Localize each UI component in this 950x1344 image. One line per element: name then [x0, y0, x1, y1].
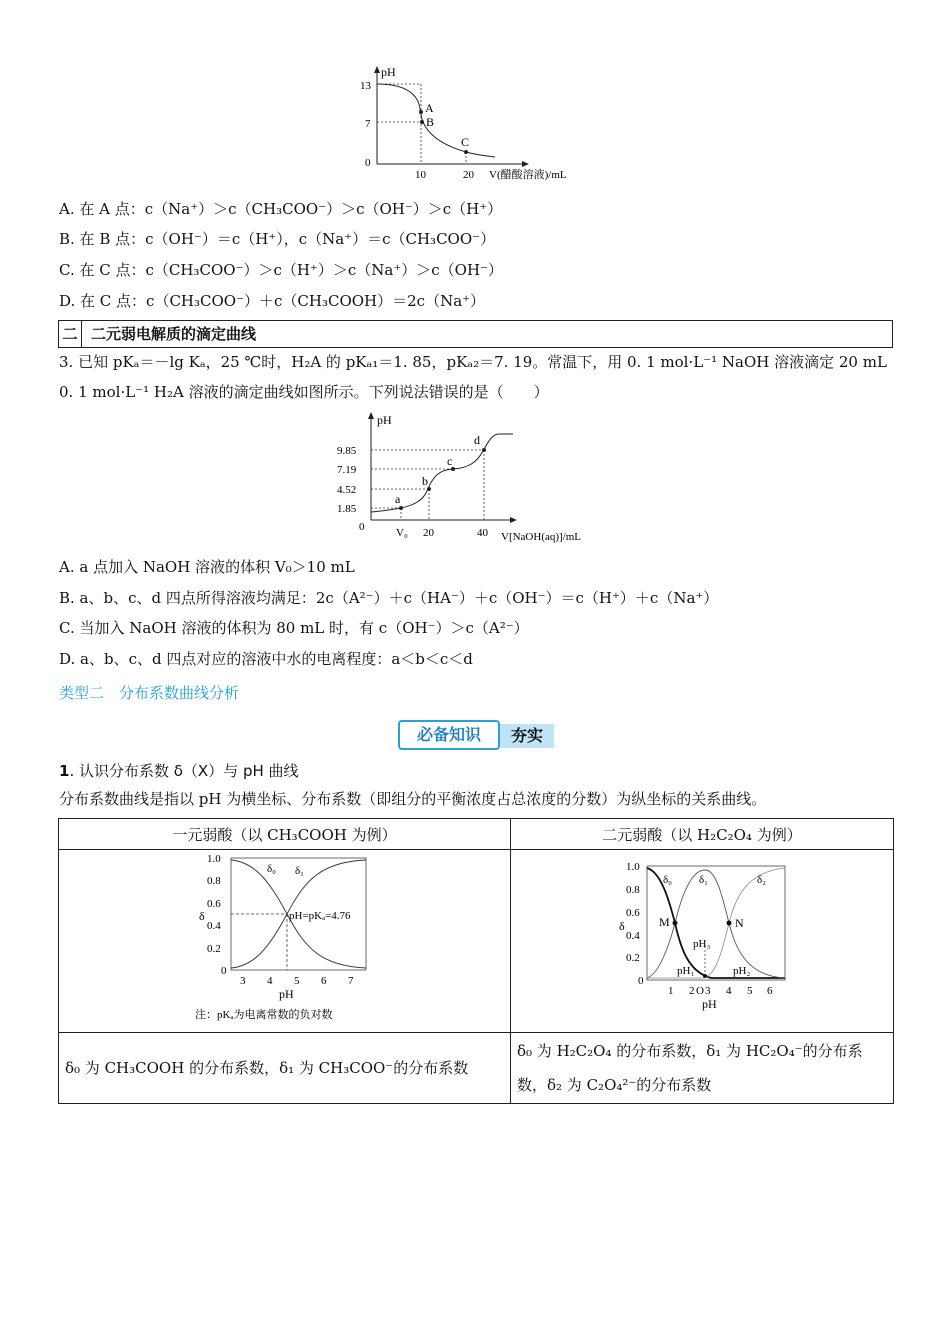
chart2-ytick-719: 7.19	[337, 464, 357, 476]
chart2-label-b: b	[422, 474, 428, 488]
fig4-xtick-4: 4	[726, 985, 732, 997]
fig3-ytick-08: 0.8	[207, 875, 221, 887]
fig3-label-d0: δ₀	[267, 863, 277, 875]
chart2-xlabel: V[NaOH(aq)]/mL	[501, 531, 582, 543]
fig4-label-ph2: pH₂	[733, 965, 751, 977]
type2-heading: 类型二 分布系数曲线分析	[59, 684, 240, 702]
chart2-point-d	[482, 448, 486, 452]
section-bar	[58, 320, 893, 348]
fig4-label-ph1: pH₁	[677, 965, 695, 977]
chart1-curve	[377, 84, 495, 157]
chart2-xtick-v0: V₀	[396, 527, 408, 539]
fig3-ytick-1: 1.0	[207, 853, 221, 865]
chart2-point-a	[399, 506, 403, 510]
fig3-ytick-02: 0.2	[207, 943, 221, 955]
table-cell-fig-diprotic	[511, 850, 894, 1033]
badge-label-left: 必备知识	[398, 720, 500, 750]
chart1-ylabel: pH	[381, 65, 396, 79]
chart1-xtick-10: 10	[415, 169, 426, 181]
badge-label-right: 夯实	[500, 724, 554, 748]
q2-option-b: B. 在 B 点：c（OH⁻）＝c（H⁺），c（Na⁺）＝c（CH₃COO⁻）	[59, 230, 496, 248]
fig3-note: 注：pKₐ为电离常数的负对数	[195, 1009, 333, 1021]
fig3-ytick-04: 0.4	[207, 920, 221, 932]
fig3-xtick-4: 4	[267, 975, 273, 987]
fig4-xtick-1: 1	[668, 985, 674, 997]
q2-option-c: C. 在 C 点：c（CH₃COO⁻）＞c（H⁺）＞c（Na⁺）＞c（OH⁻）	[59, 261, 503, 279]
fig4-label-d1: δ₁	[699, 874, 709, 886]
table-header-diprotic: 二元弱酸（以 H₂C₂O₄ 为例）	[511, 819, 894, 850]
chart2-ytick-452: 4.52	[337, 484, 357, 496]
chart1-point-c	[464, 150, 468, 154]
knowledge-heading-num: 1	[59, 762, 70, 780]
fig4-origin: O	[696, 985, 704, 997]
fig3-ytick-0: 0	[221, 965, 227, 977]
table-cell-fig-monoprotic	[59, 850, 511, 1033]
fig4-xtick-6: 6	[767, 985, 773, 997]
chart1-label-a: A	[425, 101, 434, 115]
chart1-ytick-0: 0	[365, 157, 371, 169]
fig3-annotation: pH=pKₐ=4.76	[289, 910, 351, 922]
chart2-ytick-985: 9.85	[337, 445, 357, 457]
knowledge-heading	[59, 760, 299, 781]
chart2-ylabel: pH	[377, 413, 392, 427]
q3-option-c: C. 当加入 NaOH 溶液的体积为 80 mL 时，有 c（OH⁻）＞c（A²⁻）	[59, 619, 529, 637]
fig3-xtick-6: 6	[321, 975, 327, 987]
fig4-xtick-5: 5	[747, 985, 753, 997]
chart1-xlabel: V(醋酸溶液)/mL	[489, 169, 567, 181]
q2-option-d: D. 在 C 点：c（CH₃COO⁻）＋c（CH₃COOH）＝2c（Na⁺）	[59, 292, 486, 310]
table-desc-monoprotic: δ₀ 为 CH₃COOH 的分布系数，δ₁ 为 CH₃COO⁻的分布系数	[59, 1033, 511, 1104]
section-title: 二元弱电解质的滴定曲线	[91, 325, 257, 343]
distribution-chart-diprotic	[511, 850, 893, 1032]
fig4-xtick-3: 3	[705, 985, 711, 997]
fig4-label-n: N	[735, 916, 744, 930]
chart2-xtick-20: 20	[423, 527, 434, 539]
fig4-xtick-2: 2	[689, 985, 695, 997]
fig4-point-n	[727, 921, 732, 926]
fig4-ytick-04: 0.4	[626, 930, 640, 942]
fig4-xlabel: pH	[702, 997, 717, 1011]
fig4-label-ph3: pH₃	[693, 938, 711, 950]
q3-stem-line2: 0. 1 mol·L⁻¹ H₂A 溶液的滴定曲线如图所示。下列说法错误的是（ ）	[59, 383, 549, 401]
chart2-xtick-40: 40	[477, 527, 488, 539]
fig4-label-d2: δ₂	[757, 874, 767, 886]
fig3-xtick-7: 7	[348, 975, 354, 987]
fig4-ytick-06: 0.6	[626, 907, 640, 919]
chart1-label-c: C	[461, 135, 470, 149]
fig4-label-d0: δ₀	[663, 874, 673, 886]
fig4-ytick-1: 1.0	[626, 861, 640, 873]
table-desc-diprotic-line1: δ₀ 为 H₂C₂O₄ 的分布系数，δ₁ 为 HC₂O₄⁻的分布系	[517, 1042, 863, 1060]
table-desc-diprotic	[511, 1033, 894, 1104]
fig4-ytick-02: 0.2	[626, 952, 640, 964]
knowledge-intro: 分布系数曲线是指以 pH 为横坐标、分布系数（即组分的平衡浓度占总浓度的分数）为纵坐标的关系曲线。	[59, 790, 767, 808]
chart2-label-a: a	[395, 492, 401, 506]
q3-option-a: A. a 点加入 NaOH 溶液的体积 V₀＞10 mL	[59, 558, 355, 576]
knowledge-heading-text: . 认识分布系数 δ（X）与 pH 曲线	[69, 762, 299, 780]
q3-option-b: B. a、b、c、d 四点所得溶液均满足：2c（A²⁻）＋c（HA⁻）＋c（OH⁻）＝c（H⁺）＋c（Na⁺）	[59, 589, 719, 607]
chart2-label-c: c	[447, 454, 453, 468]
chart1-point-a	[419, 110, 423, 114]
q2-option-a: A. 在 A 点：c（Na⁺）＞c（CH₃COO⁻）＞c（OH⁻）＞c（H⁺）	[59, 200, 503, 218]
fig4-point-o	[703, 974, 707, 978]
fig3-label-d1: δ₁	[295, 865, 305, 877]
fig3-ylabel: δ	[199, 909, 205, 923]
chart2-ytick-0: 0	[359, 521, 365, 533]
titration-chart-h2a	[335, 404, 625, 546]
chart1-ytick-7: 7	[365, 118, 371, 130]
fig3-ytick-06: 0.6	[207, 898, 221, 910]
chart2-ytick-185: 1.85	[337, 503, 357, 515]
fig4-label-m: M	[659, 915, 670, 929]
fig3-xtick-3: 3	[240, 975, 246, 987]
table-header-monoprotic: 一元弱酸（以 CH₃COOH 为例）	[59, 819, 511, 850]
q3-option-d: D. a、b、c、d 四点对应的溶液中水的电离程度：a＜b＜c＜d	[59, 650, 473, 668]
chart1-xtick-20: 20	[463, 169, 474, 181]
fig4-ytick-08: 0.8	[626, 884, 640, 896]
titration-chart-acetic	[355, 60, 605, 188]
fig4-ylabel: δ	[619, 919, 625, 933]
fig4-ytick-0: 0	[638, 975, 644, 987]
table-desc-diprotic-line2: 数，δ₂ 为 C₂O₄²⁻的分布系数	[517, 1076, 712, 1094]
fig3-xtick-5: 5	[294, 975, 300, 987]
chart1-point-b	[420, 120, 424, 124]
section-number: 二	[59, 321, 82, 347]
fig3-xlabel: pH	[279, 987, 294, 1001]
q3-stem-line1: 3. 已知 pKₐ＝－lg Kₐ，25 ℃时，H₂A 的 pKₐ₁＝1. 85，pKₐ₂＝7. 19。常温下，用 0. 1 mol·L⁻¹ NaOH 溶液滴定 20 mL	[59, 353, 887, 371]
distribution-chart-monoprotic	[59, 850, 510, 1032]
chart2-curve	[371, 434, 513, 512]
distribution-table	[58, 818, 894, 1104]
fig4-point-m	[673, 921, 678, 926]
chart2-label-d: d	[474, 433, 480, 447]
chart1-label-b: B	[426, 115, 435, 129]
chart1-ytick-13: 13	[360, 80, 371, 92]
